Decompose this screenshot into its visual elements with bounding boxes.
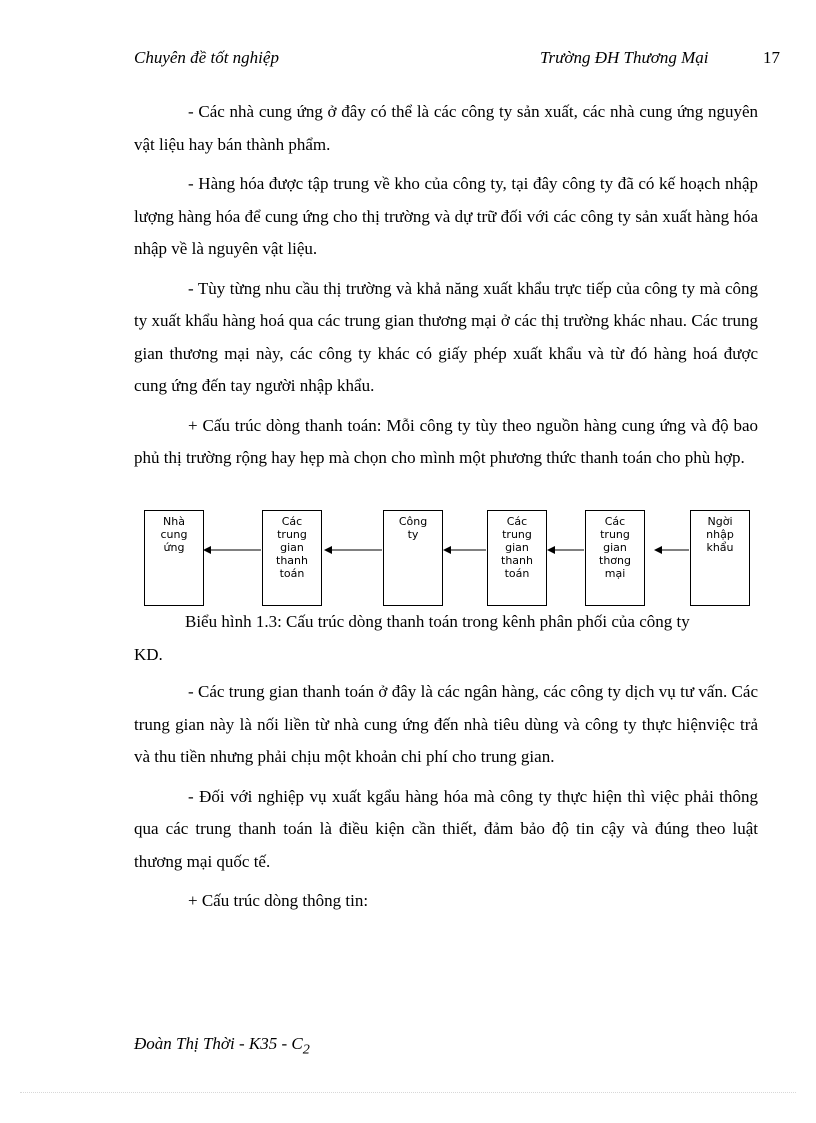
box-payment-intermediary-1: Các trung gian thanh toán xyxy=(262,510,322,606)
footer-dotted-rule xyxy=(20,1092,796,1093)
page-number: 17 xyxy=(763,48,780,67)
page-footer xyxy=(134,1034,310,1058)
figure-caption xyxy=(134,606,758,671)
box-company: Công ty xyxy=(383,510,443,606)
body-text-bottom xyxy=(134,676,758,918)
paragraph-payment-structure: + Cấu trúc dòng thanh toán: Mỗi công ty tùy theo nguồn hàng cung ứng và độ bao phủ thị trường rộng hay hẹp mà chọn cho mình một phương thức thanh toán cho phù hợp. xyxy=(134,415,758,467)
caption-line-2: KD. xyxy=(134,644,163,664)
paragraph-warehouse: - Hàng hóa được tập trung về kho của công ty, tại đây công ty đã có kế hoạch nhập lượng hàng hóa để cung ứng cho thị trường và dự trữ đối với các công ty sản xuất hàng hóa nhập về là nguyên vật liệu. xyxy=(134,174,758,258)
header-document-title: Chuyên đề tốt nghiệp xyxy=(134,48,279,67)
header-university: Trường ĐH Thương Mại xyxy=(540,48,709,67)
diagram-arrows xyxy=(140,508,760,612)
paragraph-export-operations: - Đối với nghiệp vụ xuất kgẩu hàng hóa mà công ty thực hiện thì việc phải thông qua các trung thanh toán là điều kiện cần thiết, đảm bảo độ tin cậy và đúng theo luật thương mại quốc tế. xyxy=(134,786,758,871)
body-text-top xyxy=(134,96,758,475)
box-trade-intermediary: Các trung gian thơng mại xyxy=(585,510,645,606)
footer-author: Đoàn Thị Thời - K35 - C xyxy=(134,1034,303,1053)
box-supplier: Nhà cung ứng xyxy=(144,510,204,606)
paragraph-export: - Tùy từng nhu cầu thị trường và khả năng xuất khẩu trực tiếp của công ty mà công ty xuất khẩu hàng hoá qua các trung gian thương mại ở các thị trường khác nhau. Các trung gian thương mại này, các công ty khác có giấy phép xuất khẩu và từ đó hàng hoá được cung ứng đến tay người nhập khẩu. xyxy=(134,278,758,395)
footer-subscript: 2 xyxy=(302,1041,310,1058)
page-header xyxy=(134,48,780,72)
paragraph-information-structure: + Cấu trúc dòng thông tin: xyxy=(188,891,369,910)
paragraph-payment-intermediaries: - Các trung gian thanh toán ở đây là các ngân hàng, các công ty dịch vụ tư vấn. Các trung gian này là nối liền từ nhà cung ứng đến nhà tiêu dùng và công ty thực hiệnviệc trả và thu tiền nhưng phải chịu một khoản chi phí cho trung gian. xyxy=(134,682,758,766)
box-payment-intermediary-2: Các trung gian thanh toán xyxy=(487,510,547,606)
caption-line-1: Biểu hình 1.3: Cấu trúc dòng thanh toán trong kênh phân phối của công ty xyxy=(185,612,690,631)
paragraph-suppliers: - Các nhà cung ứng ở đây có thể là các công ty sản xuất, các nhà cung ứng nguyên vật liệu hay bán thành phẩm. xyxy=(134,102,758,154)
payment-flow-diagram xyxy=(140,508,760,612)
box-importer: Ngời nhập khẩu xyxy=(690,510,750,606)
